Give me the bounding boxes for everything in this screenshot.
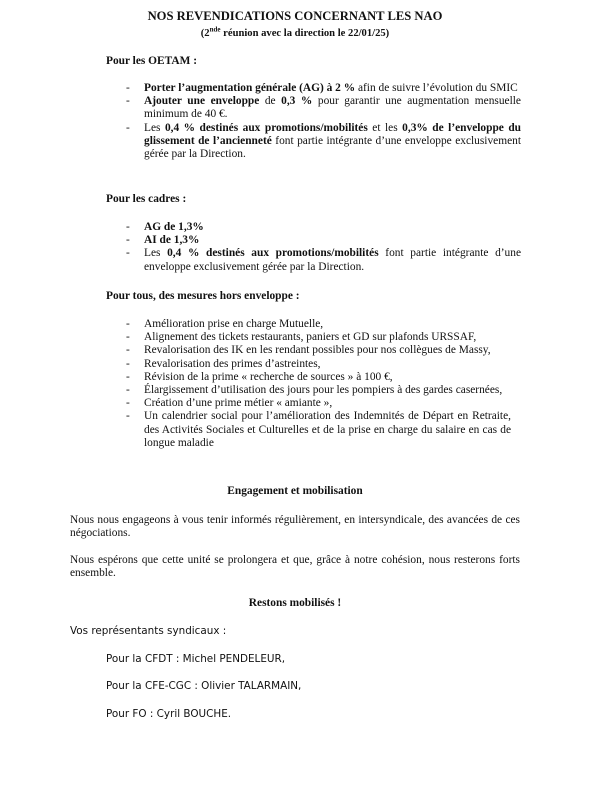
list-item <box>126 397 511 410</box>
item-bold-text: AG de 1,3% <box>144 221 204 233</box>
item-bold-text: 0,4 % destinés aux promotions/mobilités <box>167 247 379 260</box>
engagement-paragraph-2: Nous espérons que cette unité se prolongera et que, grâce à notre cohésion, nous resterons forts ensemble. <box>70 554 520 580</box>
oetam-list <box>126 82 521 161</box>
bullet-dash: - <box>126 121 130 134</box>
closing-heading: Restons mobilisés ! <box>248 597 342 609</box>
bullet-dash: - <box>126 331 130 344</box>
list-item <box>126 331 511 344</box>
representatives-intro: Vos représentants syndicaux : <box>70 625 227 637</box>
engagement-heading: Engagement et mobilisation <box>227 485 363 497</box>
list-item <box>126 122 521 162</box>
representative-cfe-cgc: Pour la CFE-CGC : Olivier TALARMAIN, <box>106 680 302 692</box>
bullet-dash: - <box>126 397 130 410</box>
tous-list <box>126 318 511 450</box>
item-text: font partie intégrante d’une enveloppe exclusivement gérée par la Direction. <box>144 134 521 161</box>
item-text: Élargissement d’utilisation des jours pour les pompiers à des gardes casernées, <box>144 384 503 397</box>
item-text: afin de suivre l’évolution du SMIC <box>355 82 518 94</box>
item-text: de <box>259 95 282 108</box>
item-bold-text: Porter l’augmentation générale (AG) à 2 % <box>144 82 356 94</box>
engagement-paragraph-1: Nous nous engageons à vous tenir informés régulièrement, en intersyndicale, des avancées de ces négociations. <box>70 514 520 540</box>
item-text: Les <box>144 121 165 134</box>
list-item <box>126 358 511 371</box>
item-text: Révision de la prime « recherche de sources » à 100 €, <box>144 370 393 383</box>
subtitle-prefix: (2 <box>200 28 210 39</box>
section-heading-tous: Pour tous, des mesures hors enveloppe : <box>106 290 300 302</box>
item-text: font partie intégrante d’une enveloppe exclusivement gérée par la Direction. <box>144 247 522 273</box>
item-bold-text: Ajouter une enveloppe <box>144 95 260 108</box>
bullet-dash: - <box>126 318 130 330</box>
bullet-dash: - <box>126 247 130 260</box>
list-item <box>126 234 521 247</box>
bullet-dash: - <box>126 344 130 357</box>
list-item <box>126 410 511 450</box>
item-text: Création d’une prime métier « amiante », <box>144 397 333 410</box>
subtitle-sup: nde <box>209 25 221 34</box>
list-item <box>126 371 511 384</box>
item-text: Les <box>144 247 168 260</box>
list-item <box>126 344 511 357</box>
list-item <box>126 247 521 273</box>
bullet-dash: - <box>126 384 130 397</box>
section-heading-cadres: Pour les cadres : <box>106 193 187 205</box>
list-item <box>126 95 521 121</box>
item-bold-text: 0,3 % <box>281 95 313 108</box>
bullet-dash: - <box>126 221 130 233</box>
item-text: Amélioration prise en charge Mutuelle, <box>144 318 324 330</box>
bullet-dash: - <box>126 234 130 247</box>
item-text: et les <box>367 121 403 134</box>
item-text: Alignement des tickets restaurants, paniers et GD sur plafonds URSSAF, <box>144 331 477 344</box>
item-text: Un calendrier social pour l’amélioration des Indemnités de Départ en Retraite, des Activités Sociales et Culturelles et de la prise en charge du salaire en cas de longue maladie <box>144 410 511 449</box>
list-item <box>126 384 511 397</box>
item-text: pour garantir une augmentation mensuelle minimum de 40 €. <box>144 95 521 121</box>
cadres-list <box>126 221 521 274</box>
representative-fo: Pour FO : Cyril BOUCHE. <box>106 708 232 720</box>
bullet-dash: - <box>126 95 130 108</box>
item-bold-text: AI de 1,3% <box>144 234 200 247</box>
bullet-dash: - <box>126 370 130 383</box>
bullet-dash: - <box>126 410 130 423</box>
item-text: Revalorisation des primes d’astreintes, <box>144 357 321 370</box>
subtitle-rest: réunion avec la direction le 22/01/25) <box>220 28 390 39</box>
document-title: NOS REVENDICATIONS CONCERNANT LES NAO <box>147 9 443 23</box>
item-text: Revalorisation des IK en les rendant possibles pour nos collègues de Massy, <box>144 344 491 357</box>
bullet-dash: - <box>126 357 130 370</box>
representative-cfdt: Pour la CFDT : Michel PENDELEUR, <box>106 653 286 665</box>
list-item <box>126 318 511 331</box>
list-item <box>126 221 521 234</box>
item-bold-text: 0,4 % destinés aux promotions/mobilités <box>164 121 368 134</box>
item-bold-text: 0,3% de l’enveloppe du glissement de l’ancienneté <box>144 121 521 147</box>
document-subtitle <box>0 27 590 40</box>
list-item <box>126 82 521 95</box>
section-heading-oetam: Pour les OETAM : <box>106 55 198 67</box>
bullet-dash: - <box>126 82 130 94</box>
